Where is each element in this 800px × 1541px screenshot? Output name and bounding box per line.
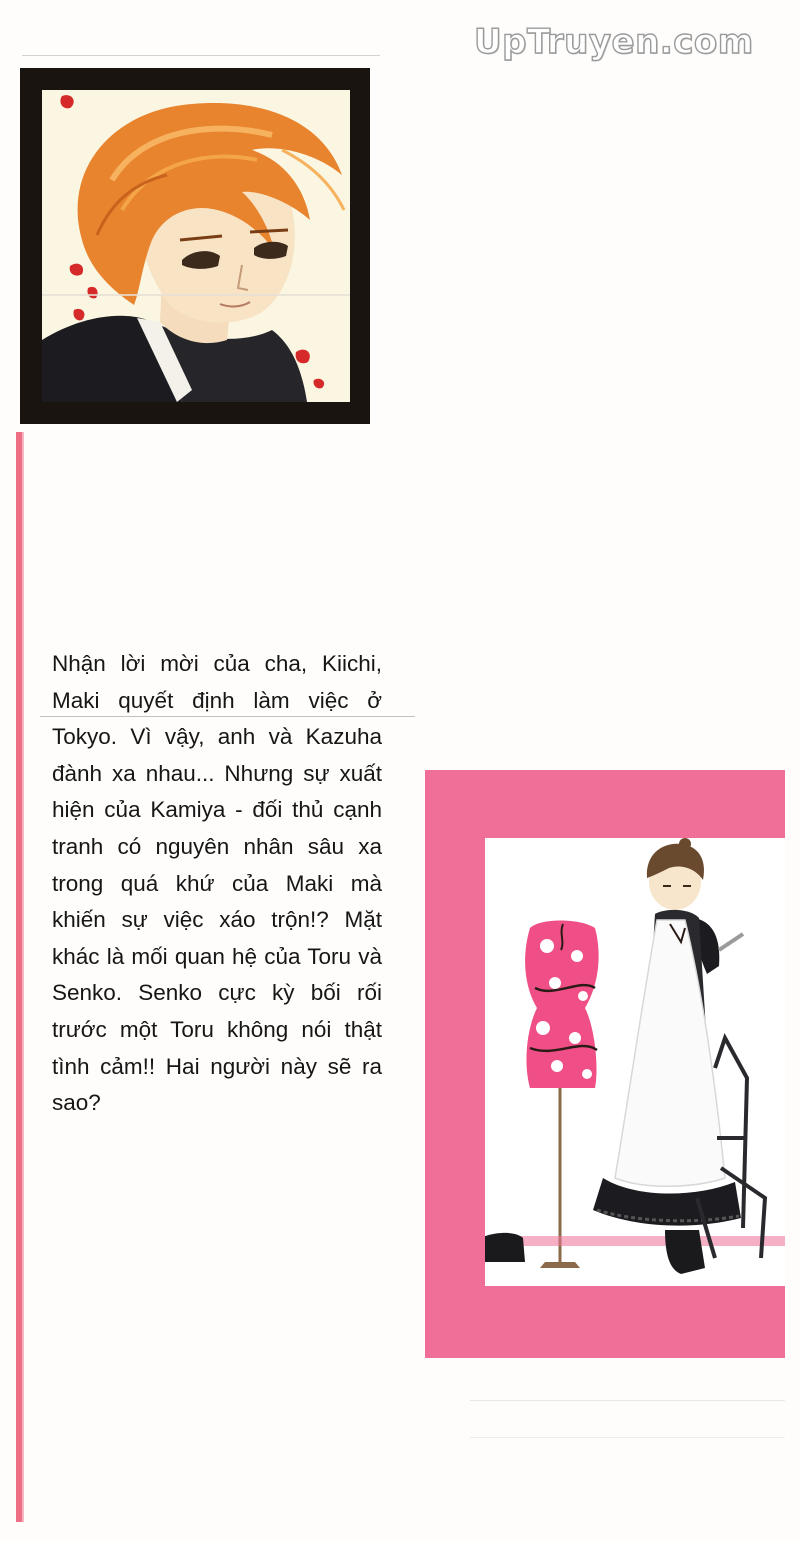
synopsis-text: Nhận lời mời của cha, Kiichi, Maki quyết định làm việc ở Tokyo. Vì vậy, anh và Kazuha đành xa nhau... Nhưng sự xuất hiện của Kamiya - đối thủ cạnh tranh có nguyên nhân sâu xa trong quá khứ của Maki mà khiến sự việc xáo trộn!? Mặt khác là mối quan hệ của Toru và Senko. Senko cực kỳ bối rối trước một Toru không nói thật tình cảm!! Hai người này sẽ ra sao? (52, 651, 382, 1116)
standing-illustration (485, 838, 785, 1286)
top-divider (22, 55, 380, 56)
panel-footer-lines (470, 1400, 785, 1438)
portrait-frame (20, 68, 370, 424)
left-accent-bar-soft (22, 432, 24, 1522)
illustration-inner (485, 838, 785, 1286)
portrait-panel (42, 90, 350, 402)
illustration-panel (425, 770, 785, 1358)
scan-line (40, 716, 415, 717)
portrait-illustration (42, 90, 350, 402)
watermark: UpTruyen.com (474, 22, 754, 62)
